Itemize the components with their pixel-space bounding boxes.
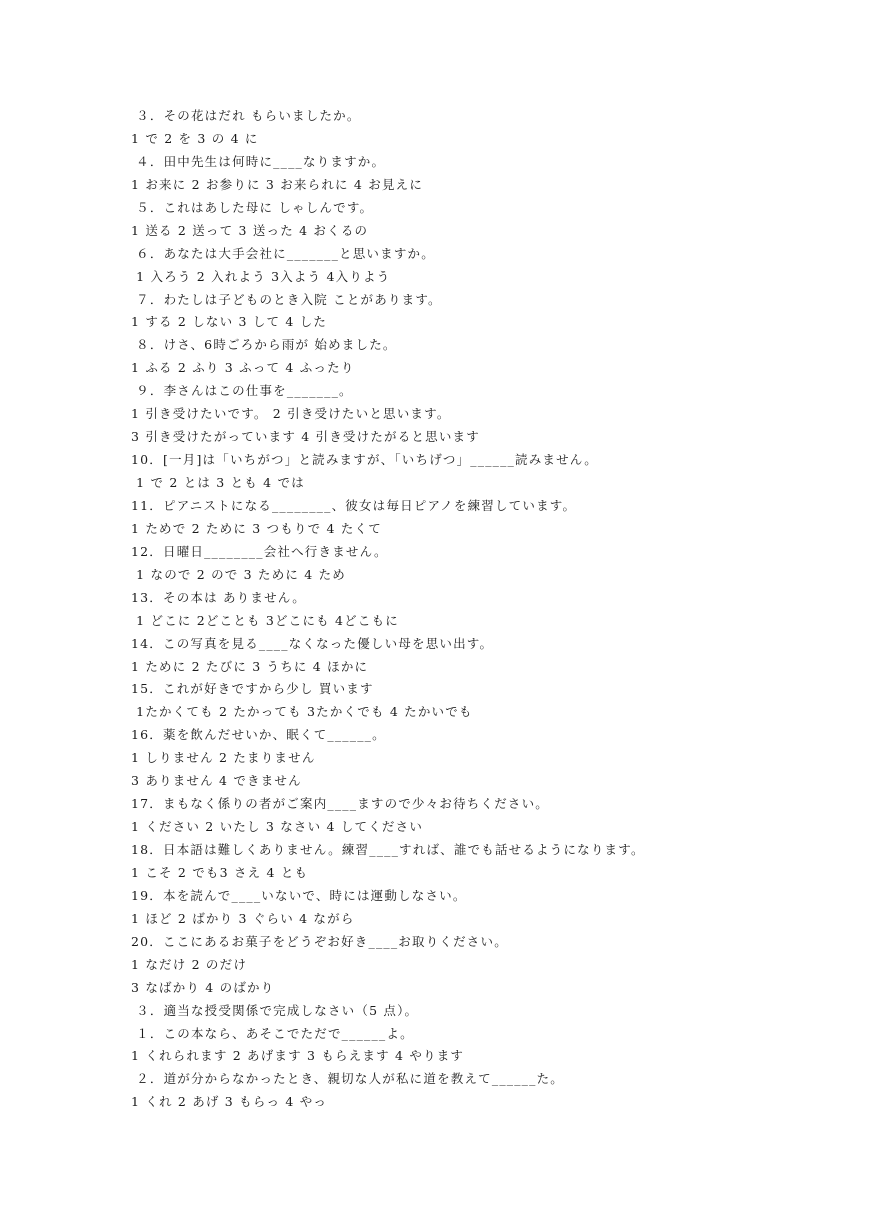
section-3-question-2: ２．道が分からなかったとき、親切な人が私に道を教えて______た。 bbox=[131, 1071, 564, 1087]
question-4-options: 1 お来に 2 お参りに 3 お来られに 4 お見えに bbox=[131, 176, 424, 192]
question-13-options: 1 どこに 2どことも 3どこにも 4どこもに bbox=[131, 612, 399, 628]
question-18-options: 1 こそ 2 でも3 さえ 4 とも bbox=[131, 864, 309, 880]
section-3-question-1-options: 1 くれられます 2 あげます 3 もらえます 4 やります bbox=[131, 1048, 465, 1064]
question-7-options: 1 する 2 しない 3 して 4 した bbox=[131, 314, 328, 330]
question-14: 14．この写真を見る____なくなった優しい母を思い出す。 bbox=[131, 635, 494, 651]
section-3-heading: ３．適当な授受関係で完成しなさい（5 点）。 bbox=[131, 1002, 419, 1018]
question-5-options: 1 送る 2 送って 3 送った 4 おくるの bbox=[131, 222, 369, 238]
question-18: 18．日本語は難しくありません。練習____すれば、誰でも話せるようになります。 bbox=[131, 842, 645, 857]
question-11: 11．ピアニストになる________、彼女は毎日ピアノを練習しています。 bbox=[131, 497, 577, 513]
question-15-options: 1たかくても 2 たかっても 3たかくでも 4 たかいでも bbox=[131, 704, 473, 720]
question-9-options-a: 1 引き受けたいです。 2 引き受けたいと思います。 bbox=[131, 406, 451, 422]
document-body bbox=[131, 105, 831, 1114]
question-12: 12．日曜日________会社へ行きません。 bbox=[131, 543, 388, 559]
question-5: ５．これはあした母に しゃしんです。 bbox=[131, 199, 374, 215]
question-10: 10．[一月]は「いちがつ」と読みますが、「いちげつ」______読みません。 bbox=[131, 452, 598, 468]
section-3-question-2-options: 1 くれ 2 あげ 3 もらっ 4 やっ bbox=[131, 1094, 328, 1110]
question-8-options: 1 ふる 2 ふり 3 ふって 4 ふったり bbox=[131, 360, 355, 376]
question-9: ９．李さんはこの仕事を_______。 bbox=[131, 383, 353, 399]
question-20-options-a: 1 なだけ 2 のだけ bbox=[131, 956, 248, 972]
question-16-options-b: 3 ありません 4 できません bbox=[131, 773, 302, 789]
question-4: ４．田中先生は何時に____なりますか。 bbox=[131, 153, 386, 169]
section-3-question-1: １．この本なら、あそこでただで______よ。 bbox=[131, 1025, 414, 1041]
question-3: ３．その花はだれ もらいましたか。 bbox=[131, 108, 361, 123]
question-6: ６．あなたは大手会社に_______と思いますか。 bbox=[131, 245, 435, 261]
question-3-options: 1 で 2 を 3 の 4 に bbox=[131, 130, 259, 146]
question-19-options: 1 ほど 2 ばかり 3 ぐらい 4 ながら bbox=[131, 910, 355, 926]
question-6-options: 1 入ろう 2 入れよう 3入よう 4入りよう bbox=[131, 268, 391, 284]
question-14-options: 1 ために 2 たびに 3 うちに 4 ほかに bbox=[131, 658, 369, 674]
question-19: 19．本を読んで____いないで、時には運動しなさい。 bbox=[131, 887, 467, 903]
question-10-options: 1 で 2 とは 3 とも 4 では bbox=[131, 475, 305, 490]
question-7: ７．わたしは子どものとき入院 ことがあります。 bbox=[131, 291, 442, 307]
question-17: 17．まもなく係りの者がご案内____ますので少々お待ちください。 bbox=[131, 796, 550, 812]
question-9-options-b: 3 引き受けたがっています 4 引き受けたがると思います bbox=[131, 429, 480, 445]
question-13: 13．その本は ありません。 bbox=[131, 589, 306, 605]
question-8: ８．けさ、6時ごろから雨が 始めました。 bbox=[131, 337, 397, 353]
question-20: 20．ここにあるお菓子をどうぞお好き____お取りください。 bbox=[131, 933, 508, 949]
question-12-options: 1 なので 2 ので 3 ために 4 ため bbox=[131, 566, 346, 582]
question-16: 16．薬を飲んだせいか、眠くて______。 bbox=[131, 727, 386, 743]
question-17-options: 1 ください 2 いたし 3 なさい 4 してください bbox=[131, 819, 424, 835]
question-15: 15．これが好きですから少し 買います bbox=[131, 681, 374, 697]
question-16-options-a: 1 しりません 2 たまりません bbox=[131, 750, 316, 766]
question-11-options: 1 ためで 2 ために 3 つもりで 4 たくて bbox=[131, 520, 382, 536]
question-20-options-b: 3 なばかり 4 のばかり bbox=[131, 979, 275, 995]
